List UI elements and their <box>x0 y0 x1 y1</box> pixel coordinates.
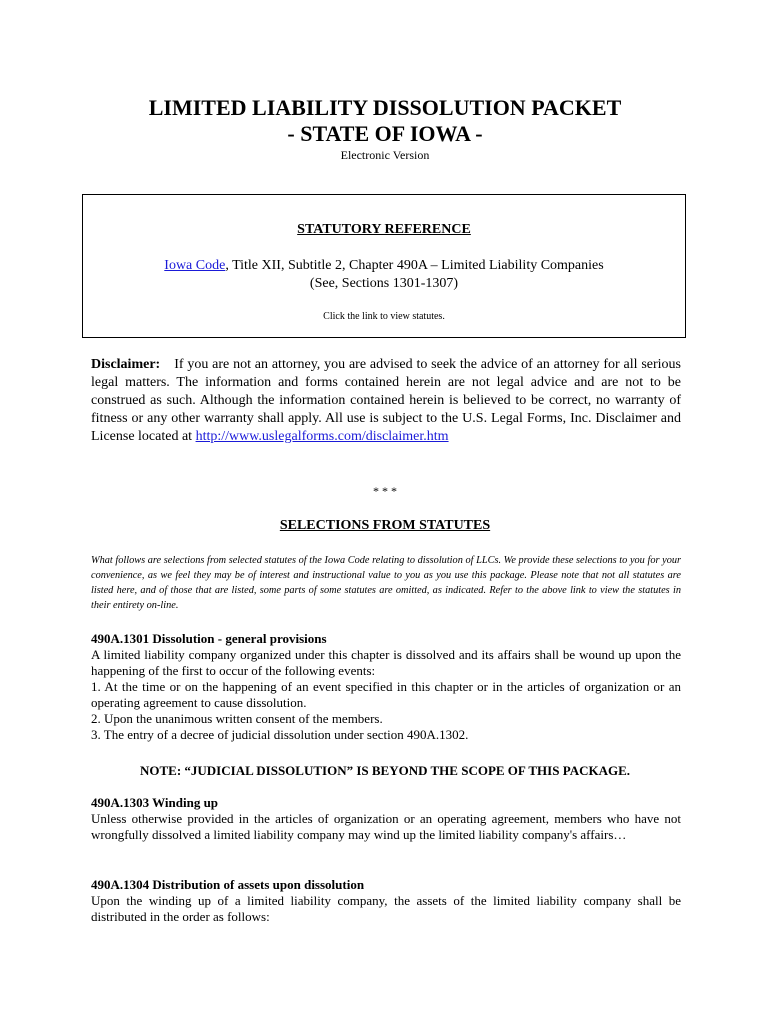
statute-heading: 490A.1303 Winding up <box>91 795 219 810</box>
section-separator: * * * <box>373 484 397 498</box>
document-subtitle: Electronic Version <box>340 148 430 162</box>
statutory-reference-heading: STATUTORY REFERENCE <box>297 222 471 237</box>
disclaimer-paragraph <box>91 356 681 446</box>
disclaimer-label: Disclaimer: <box>91 357 161 372</box>
statutory-reference-note: Click the link to view statutes. <box>323 311 445 322</box>
statutory-reference-line1-text: , Title XII, Subtitle 2, Chapter 490A – Limited Liability Companies <box>225 258 604 273</box>
statute-item-2: 2. Upon the unanimous written consent of the members. <box>91 711 383 726</box>
statute-body: Unless otherwise provided in the articles of organization or an operating agreement, members who have not wrongfully dissolved a limited liability company may wind up the limited liability company's affairs… <box>91 811 681 842</box>
statute-heading: 490A.1301 Dissolution - general provisions <box>91 631 327 646</box>
statutory-reference-line2: (See, Sections 1301-1307) <box>309 276 459 291</box>
document-title-line1: LIMITED LIABILITY DISSOLUTION PACKET <box>148 95 622 120</box>
statute-item-3: 3. The entry of a decree of judicial dissolution under section 490A.1302. <box>91 727 469 742</box>
disclaimer-text: If you are not an attorney, you are advised to seek the advice of an attorney for all serious legal matters. The information and forms contained herein are not legal advice and are not to be construed as such. Although the information contained herein is believed to be correct, no warranty of fitness or any other warranty shall apply. All use is subject to the U.S. Legal Forms, Inc. Disclaimer and License located at <box>91 357 681 444</box>
selections-intro: What follows are selections from selected statutes of the Iowa Code relating to dissolution of LLCs. We provide these selections to you for your convenience, as we feel they may be of interest and instructional value to you as you use this package. Please note that not all statutes are listed here, and of those that are listed, some parts of some statutes are omitted, as indicated. Refer to the above link to view the statutes in their entirety on-line. <box>91 555 681 611</box>
disclaimer-link[interactable]: http://www.uslegalforms.com/disclaimer.htm <box>195 429 449 444</box>
statutory-reference-line1 <box>83 258 685 274</box>
statute-490a-1301 <box>91 631 681 743</box>
statute-item-1: 1. At the time or on the happening of an event specified in this chapter or in the articles of organization or an operating agreement to cause dissolution. <box>91 679 681 710</box>
statute-body: Upon the winding up of a limited liability company, the assets of the limited liability company shall be distributed in the order as follows: <box>91 893 681 924</box>
statute-490a-1304 <box>91 877 681 925</box>
document-title-line2: - STATE OF IOWA - <box>287 121 483 146</box>
statute-490a-1303 <box>91 795 681 843</box>
scope-note: NOTE: “JUDICIAL DISSOLUTION” IS BEYOND THE SCOPE OF THIS PACKAGE. <box>139 763 630 778</box>
statutory-reference-box <box>82 194 686 338</box>
iowa-code-link[interactable]: Iowa Code <box>164 258 226 273</box>
selections-heading: SELECTIONS FROM STATUTES <box>279 518 491 533</box>
statute-heading: 490A.1304 Distribution of assets upon dissolution <box>91 877 365 892</box>
statute-body: A limited liability company organized under this chapter is dissolved and its affairs shall be wound up upon the happening of the first to occur of the following events: <box>91 647 681 678</box>
